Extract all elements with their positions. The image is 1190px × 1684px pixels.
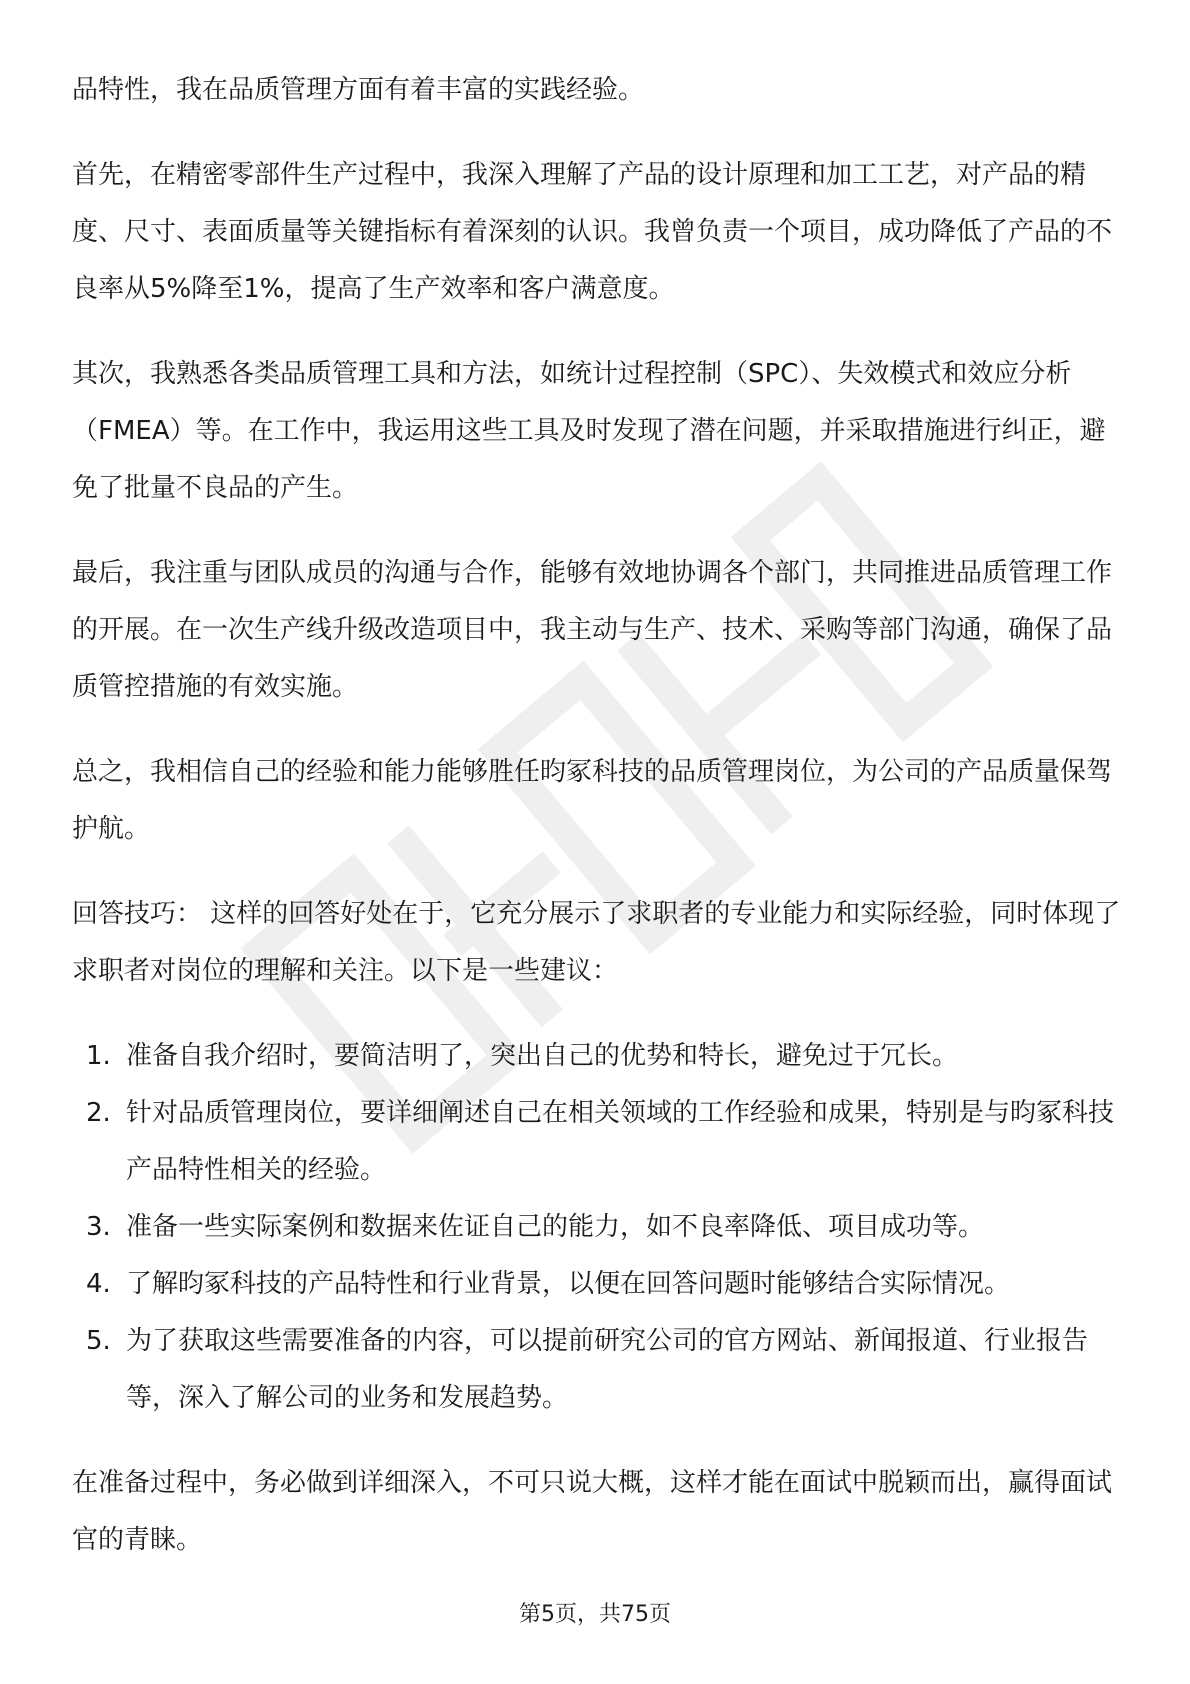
list-item-number: 3. <box>86 1212 111 1242</box>
list-item-text: 准备一些实际案例和数据来佐证自己的能力，如不良率降低、项目成功等。 <box>126 1212 985 1242</box>
list-item <box>72 1028 1122 1085</box>
paragraph-closing: 在准备过程中，务必做到详细深入，不可只说大概，这样才能在面试中脱颖而出，赢得面试官的青睐。 <box>72 1468 1113 1555</box>
paragraph-second: 其次，我熟悉各类品质管理工具和方法，如统计过程控制（SPC）、失效模式和效应分析（FMEA）等。在工作中，我运用这些工具及时发现了潜在问题，并采取措施进行纠正，避免了批量不良品的产生。 <box>72 359 1106 503</box>
list-item <box>72 1256 1122 1313</box>
page-number-footer: 第5页，共75页 <box>519 1602 671 1627</box>
list-item-text: 了解昀冢科技的产品特性和行业背景，以便在回答问题时能够结合实际情况。 <box>126 1269 1011 1299</box>
list-item-number: 4. <box>86 1269 111 1299</box>
paragraph-third: 最后，我注重与团队成员的沟通与合作，能够有效地协调各个部门，共同推进品质管理工作的开展。在一次生产线升级改造项目中，我主动与生产、技术、采购等部门沟通，确保了品质管控措施的有效实施。 <box>72 558 1113 702</box>
list-item-number: 1. <box>86 1041 111 1071</box>
paragraph-intro-tail: 品特性，我在品质管理方面有着丰富的实践经验。 <box>72 75 645 105</box>
list-item-text: 针对品质管理岗位，要详细阐述自己在相关领域的工作经验和成果，特别是与昀冢科技产品特性相关的经验。 <box>126 1098 1115 1185</box>
list-item <box>72 1199 1122 1256</box>
list-item-text: 准备自我介绍时，要简洁明了，突出自己的优势和特长，避免过于冗长。 <box>126 1041 959 1071</box>
suggestion-list <box>72 1028 1122 1427</box>
paragraph-tips: 回答技巧： 这样的回答好处在于，它充分展示了求职者的专业能力和实际经验，同时体现了求职者对岗位的理解和关注。以下是一些建议： <box>72 899 1121 986</box>
list-item <box>72 1085 1122 1199</box>
list-item-number: 2. <box>86 1098 111 1128</box>
paragraph-conclusion: 总之，我相信自己的经验和能力能够胜任昀冢科技的品质管理岗位，为公司的产品质量保驾护航。 <box>72 757 1113 844</box>
paragraph-first: 首先，在精密零部件生产过程中，我深入理解了产品的设计原理和加工工艺，对产品的精度、尺寸、表面质量等关键指标有着深刻的认识。我曾负责一个项目，成功降低了产品的不良率从5%降至1%，提高了生产效率和客户满意度。 <box>72 160 1113 304</box>
document-page <box>72 62 1122 1597</box>
list-item-number: 5. <box>86 1326 111 1356</box>
list-item-text: 为了获取这些需要准备的内容，可以提前研究公司的官方网站、新闻报道、行业报告等，深入了解公司的业务和发展趋势。 <box>126 1326 1089 1413</box>
list-item <box>72 1313 1122 1427</box>
